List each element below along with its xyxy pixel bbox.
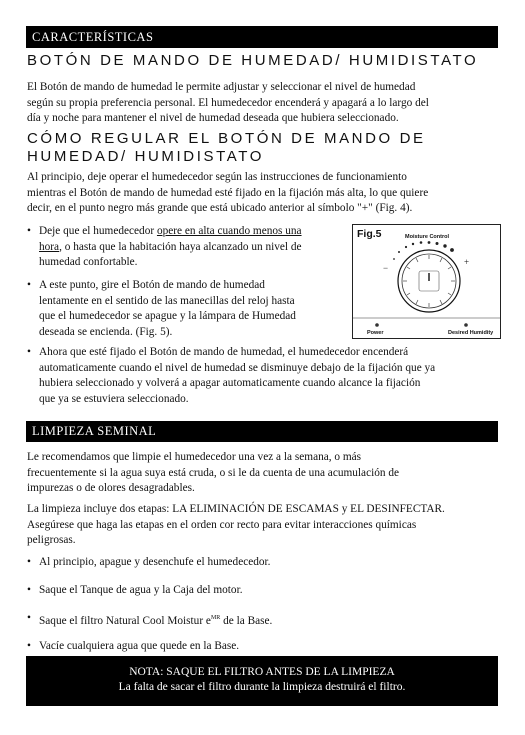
step-item-empty-base bbox=[27, 639, 499, 655]
text-line: deseada se encienda. (Fig. 5). bbox=[39, 325, 173, 338]
plus-symbol: + bbox=[464, 257, 470, 267]
power-label: Power bbox=[367, 330, 384, 336]
underlined-text: hora bbox=[39, 240, 60, 253]
step-text bbox=[39, 611, 272, 629]
dial-title: Moisture Control bbox=[405, 234, 449, 240]
text-line: Le recomendamos que limpie el humedecedor una vez a la semana, o más bbox=[27, 451, 362, 463]
text-fragment: Deje que el humedecedor bbox=[39, 225, 157, 237]
text-line: decir, en el punto negro más grande que está ubicado anterior al símbolo "+" (Fig. 4). bbox=[27, 202, 413, 215]
paragraph-limpieza-etapas bbox=[27, 502, 499, 549]
note-title: NOTA: SAQUE EL FILTRO ANTES DE LA LIMPIEZA bbox=[129, 666, 395, 678]
text-line: A este punto, gire el Botón de mando de humedad bbox=[39, 279, 265, 291]
paragraph-humidistato bbox=[27, 80, 499, 127]
bullet-icon: • bbox=[27, 612, 31, 624]
figure-5 bbox=[352, 224, 501, 339]
step-text: Saque el Tanque de agua y la Caja del motor. bbox=[39, 584, 243, 596]
bullet-icon: • bbox=[27, 346, 31, 358]
text-line: según su propia preferencia personal. El humedecedor encenderá y apagará a lo largo del bbox=[27, 96, 429, 109]
text-fragment: Saque el filtro Natural Cool Moistur e bbox=[39, 614, 211, 627]
heading-humidistato: BOTÓN DE MANDO DE HUMEDAD/ HUMIDISTATO bbox=[27, 52, 479, 69]
bullet-icon: • bbox=[27, 640, 31, 652]
text-line: peligrosas. bbox=[27, 534, 76, 547]
section-bar-title: CARACTERÍSTICAS bbox=[32, 30, 154, 44]
step-item-unplug bbox=[27, 555, 499, 571]
text-line: humedad confortable. bbox=[39, 256, 138, 269]
text-line: hubiera seleccionado y volverá a apagar automaticamente cuando alcance la fijación bbox=[39, 377, 421, 390]
heading-line: CÓMO REGULAR EL BOTÓN DE MANDO DE bbox=[27, 130, 426, 147]
note-box bbox=[26, 656, 498, 706]
heading-como-regular bbox=[27, 130, 426, 166]
text-line: Ahora que esté fijado el Botón de mando de humedad, el humedecedor encenderá bbox=[39, 346, 409, 358]
text-line: mientras el Botón de mando de humedad esté fijado en la fijación más alta, lo que quiere bbox=[27, 186, 429, 199]
bullet-text bbox=[39, 345, 499, 407]
underlined-text: opere en alta cuando menos una bbox=[156, 225, 302, 237]
text-fragment: de la Base. bbox=[220, 614, 273, 627]
text-line: lentamente en el sentido de las manecillas del reloj hasta bbox=[39, 294, 295, 307]
section-bar-limpieza bbox=[26, 421, 498, 442]
trademark-superscript: MR bbox=[210, 615, 221, 621]
step-text: Al principio, apague y desenchufe el humedecedor. bbox=[39, 556, 271, 568]
text-line: Al principio, deje operar el humedecedor según las instrucciones de funcionamiento bbox=[27, 171, 407, 183]
bullet-icon: • bbox=[27, 225, 31, 237]
text-line: Asegúrese que haga las etapas en el orden cor recto para evitar interacciones químicas bbox=[27, 518, 417, 531]
text-line: frecuentemente si la agua suya está cruda, o si le da cuenta de una acumulación de bbox=[27, 466, 400, 479]
text-line: impurezas o de olores desagradables. bbox=[27, 482, 195, 495]
paragraph-limpieza-frecuencia bbox=[27, 450, 499, 497]
step-item-remove-filter bbox=[27, 611, 499, 627]
section-bar-caracteristicas bbox=[26, 26, 498, 48]
text-line bbox=[39, 240, 357, 256]
note-text: La falta de sacar el filtro durante la limpieza destruirá el filtro. bbox=[118, 681, 406, 693]
moisture-control-dial-illustration bbox=[353, 225, 500, 338]
bullet-icon: • bbox=[27, 279, 31, 291]
bullet-text bbox=[39, 278, 357, 340]
text-line: que el humedecedor se apague y la lámpara de Humedad bbox=[39, 310, 296, 323]
text-line: que ya se estuviera seleccionado. bbox=[39, 392, 189, 405]
text-line: La limpieza incluye dos etapas: LA ELIMINACIÓN DE ESCAMAS y EL DESINFECTAR. bbox=[27, 503, 445, 515]
step-item-remove-tank bbox=[27, 583, 499, 599]
step-text: Vacíe cualquiera agua que quede en la Base. bbox=[39, 640, 240, 652]
heading-line: HUMEDAD/ HUMIDISTATO bbox=[27, 148, 265, 165]
desired-humidity-label: Desired Humidity bbox=[448, 330, 494, 336]
bullet-icon: • bbox=[27, 556, 31, 568]
text-line: automaticamente cuando el nivel de humedad se disminuye debajo de la fijación que ya bbox=[39, 361, 436, 374]
text-fragment: , o hasta que la habitación haya alcanzado un nivel de bbox=[59, 240, 302, 253]
bullet-item-turn-knob bbox=[27, 278, 357, 342]
bullet-item-operate-high bbox=[27, 224, 357, 274]
text-line: día y noche para mantener el nivel de humedad deseada que hubiera seleccionado. bbox=[27, 112, 399, 125]
bullet-icon: • bbox=[27, 584, 31, 596]
humidity-indicator-icon bbox=[464, 323, 468, 327]
bullet-item-automatic bbox=[27, 345, 499, 409]
text-line bbox=[39, 224, 357, 240]
bullet-text bbox=[39, 224, 357, 271]
minus-symbol: − bbox=[383, 263, 389, 273]
section-bar-title: LIMPIEZA SEMINAL bbox=[32, 424, 157, 438]
figure-label: Fig.5 bbox=[357, 228, 382, 240]
text-line: El Botón de mando de humedad le permite adjustar y seleccionar el nivel de humedad bbox=[27, 81, 416, 93]
power-indicator-icon bbox=[375, 323, 379, 327]
paragraph-intro bbox=[27, 170, 499, 217]
